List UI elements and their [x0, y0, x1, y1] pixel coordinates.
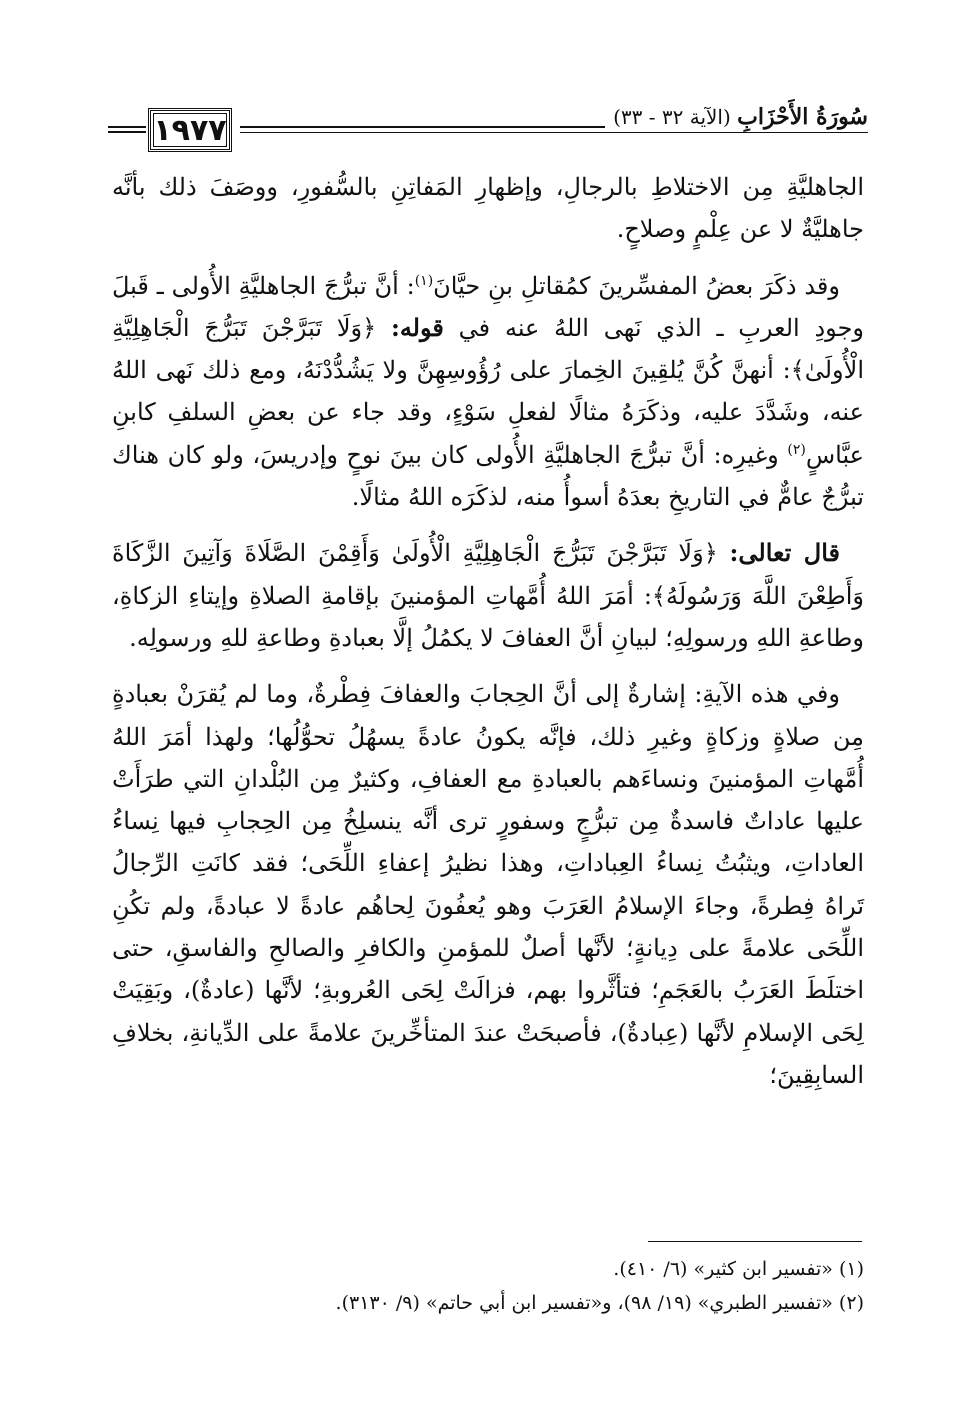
quran-verse: ﴿وَلَا تَبَرَّجْنَ تَبَرُّجَ الْجَاهِلِيَّةِ الْأُولَىٰ وَأَقِمْنَ الصَّلَاةَ وَآتِينَ الزَّكَاةَ وَأَطِعْنَ اللَّهَ وَرَسُولَهُ﴾ [112, 539, 864, 610]
paragraph-text: وغيرِه: أنَّ تبرُّجَ الجاهليَّةِ الأُولى كان بينَ نوحٍ وإدريسَ، ولو كان هناك تبرُّجٌ عامٌّ في التاريخِ بعدَهُ أسوأُ منه، لذكَرَه اللهُ مثالًا. [112, 440, 864, 512]
footnote-ref[interactable]: (٢) [787, 441, 806, 458]
footnote-ref[interactable]: (١) [414, 272, 434, 289]
header-rule [108, 126, 146, 133]
surah-title: سُورَةُ الأَحْزَابِ [737, 104, 868, 130]
paragraph-text: وقد ذكَرَ بعضُ المفسِّرينَ كمُقاتلِ بنِ حيَّانَ [433, 271, 840, 300]
footnote-divider [648, 1241, 862, 1242]
footnote-item: (١) «تفسير ابن كثير» (٦/ ٤١٠). [613, 1258, 864, 1280]
paragraph [112, 265, 864, 519]
quran-verse: ﴿وَلَا تَبَرَّجْنَ تَبَرُّجَ الْجَاهِلِيَّةِ الْأُولَىٰ﴾ [112, 313, 864, 385]
paragraph [112, 532, 864, 659]
paragraph-text: وفي هذه الآيةِ: إشارةٌ إلى أنَّ الحِجابَ والعفافَ فِطْرةٌ، وما لم يُقرَنْ بعبادةٍ مِن صلاةٍ وزكاةٍ وغيرِ ذلك، فإنَّه يكونُ عادةً يسهُلُ تحوُّلُها؛ ولهذا أمَرَ اللهُ أُمَّهاتِ المؤمنينَ ونساءَهم بالعبادةِ مع العفافِ، وكثيرٌ مِن البُلْدانِ التي طرَأَتْ عليها عاداتٌ فاسدةٌ مِن تبرُّجٍ وسفورٍ ترى أنَّه ينسلِخُ مِن الحِجابِ فيها نِساءُ العاداتِ، ويثبُتُ نِساءُ العِباداتِ، وهذا نظيرُ إعفاءِ اللِّحَى؛ فقد كانَتِ الرِّجالُ تَراهُ فِطرةً، وجاءَ الإسلامُ العَرَبَ وهو يُعفُونَ لِحاهُم عادةً لا عبادةً، ولم تكُنِ اللِّحَى علامةً على دِيانةٍ؛ لأنَّها أصلٌ للمؤمنِ والكافرِ والصالحِ والفاسقِ، حتى اختلَطَ العَرَبُ بالعَجَمِ؛ فتأثَّروا بهم، فزالَتْ لِحَى العُروبةِ؛ لأنَّها (عادةٌ)، وبَقِيَتْ لِحَى الإسلامِ لأنَّها (عِبادةٌ)، فأصبحَتْ عندَ المتأخِّرينَ علامةً على الدِّيانةِ، بخلافِ السابِقِينَ؛ [112, 680, 864, 1089]
paragraph-text: : أنَّ تبرُّجَ الجاهليَّةِ الأُولى ـ قَبلَ وجودِ العربِ ـ الذي نَهى اللهُ عنه في [112, 271, 864, 342]
page-number: ١٩٧٧ [153, 112, 227, 148]
main-text [112, 166, 864, 1096]
page-number-frame [148, 108, 232, 152]
ayah-range: (الآية ٣٢ - ٣٣) [613, 105, 731, 129]
paragraph-text: الجاهليَّةِ مِن الاختلاطِ بالرجالِ، وإظهارِ المَفاتِنِ بالسُّفورِ، ووصَفَ ذلك بأنَّه جاهليَّةٌ لا عن عِلْمٍ وصلاحٍ. [112, 173, 864, 244]
footnotes [112, 1252, 864, 1320]
running-head [605, 104, 868, 130]
paragraph-text: : أنهنَّ كُنَّ يُلقِينَ الخِمارَ على رُؤُوسِهِنَّ ولا يَشُدُّدْنَهُ، ومع ذلك نَهى اللهُ عنه، وشَدَّدَ عليه، وذكَرَهُ مثالًا لفعلِ سَوْءٍ، وقد جاء عن بعضِ السلفِ كابنِ عبَّاسٍ [112, 356, 864, 469]
paragraph [112, 673, 864, 1096]
page-header [108, 104, 868, 156]
paragraph-text: : أمَرَ اللهُ أُمَّهاتِ المؤمنينَ بإقامةِ الصلاةِ وإيتاءِ الزكاةِ، وطاعةِ اللهِ ورسولِهِ؛ لبيانِ أنَّ العفافَ لا يكمُلُ إلَّا بعبادةِ وطاعةِ للهِ ورسولِه. [112, 581, 864, 652]
paragraph [112, 166, 864, 251]
bold-lead: قوله: [390, 312, 444, 342]
bold-lead: قال تعالى: [729, 538, 840, 568]
footnote-item: (٢) «تفسير الطبري» (١٩/ ٩٨)، و«تفسير ابن أبي حاتم» (٩/ ٣١٣٠). [335, 1292, 864, 1314]
